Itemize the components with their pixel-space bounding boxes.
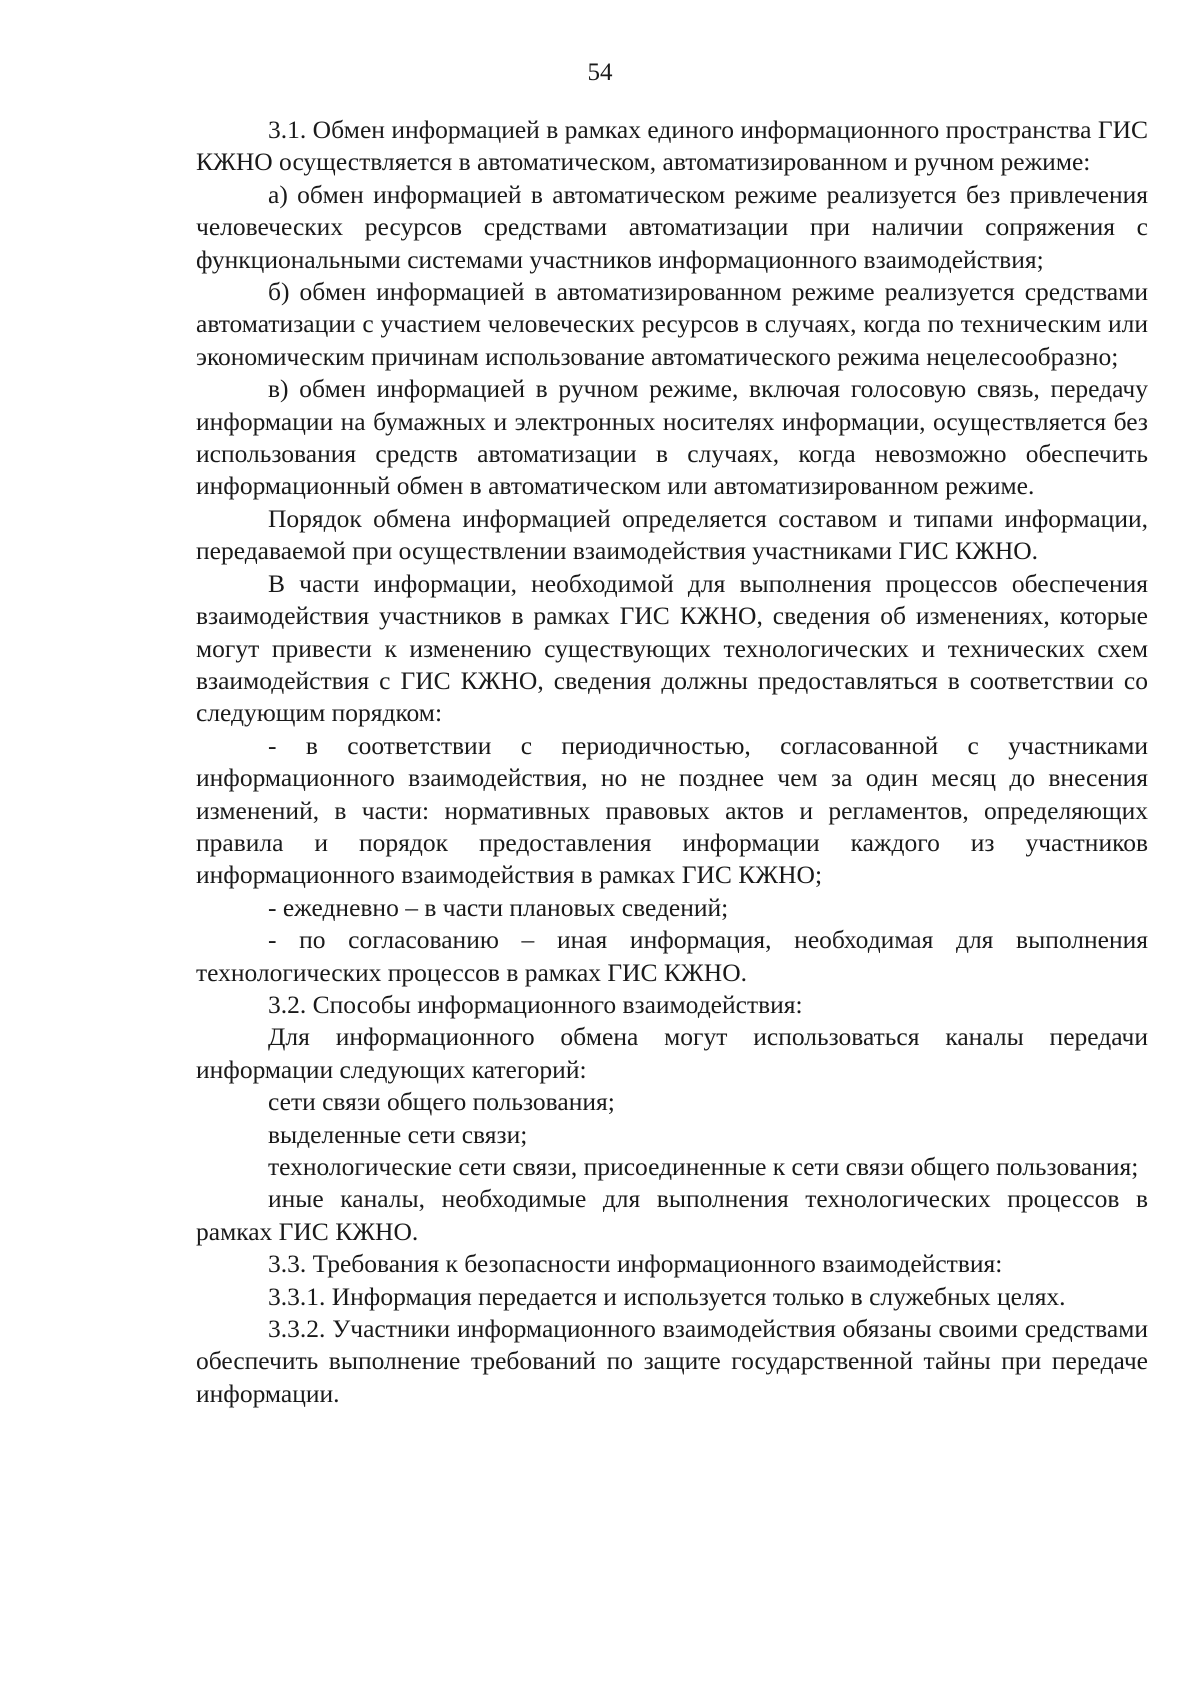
channel-public-networks: сети связи общего пользования; [268,1087,615,1117]
paragraph-information-part: В части информации, необходимой для выполнения процессов обеспечения взаимодействия участников в рамках ГИС КЖНО, сведения об изменениях, которые могут привести к изменению существующих технологических и технических схем взаимодействия с ГИС КЖНО, сведения должны предоставляться в соответствии со следующим порядком: [196,568,1148,728]
paragraph-item-b: б) обмен информацией в автоматизированном режиме реализуется средствами автоматизации с участием человеческих ресурсов в случаях, когда по техническим или экономическим причинам использование автоматического режима нецелесообразно; [196,277,1148,371]
channel-technological-networks: технологические сети связи, присоединенные к сети связи общего пользования; [268,1152,1139,1181]
paragraph-3-1: 3.1. Обмен информацией в рамках единого информационного пространства ГИС КЖНО осуществляется в автоматическом, автоматизированном и ручном режиме: [196,115,1148,177]
paragraph-3-2-heading: 3.2. Способы информационного взаимодействия: [268,989,803,1019]
list-item-periodicity: - в соответствии с периодичностью, согласованной с участниками информационного взаимодействия, но не позднее чем за один месяц до внесения изменений, в части: нормативных правовых актов и регламентов, определяющих правила и порядок предоставления информации каждого из участников информационного взаимодействия в рамках ГИС КЖНО; [196,730,1148,890]
list-item-daily: - ежедневно – в части плановых сведений; [268,892,729,922]
channel-other: иные каналы, необходимые для выполнения технологических процессов в рамках ГИС КЖНО. [196,1184,1148,1246]
paragraph-item-a: а) обмен информацией в автоматическом режиме реализуется без привлечения человеческих ресурсов средствами автоматизации при наличии сопряжения с функциональными системами участников информационного взаимодействия; [196,179,1148,274]
channel-dedicated-networks: выделенные сети связи; [268,1119,528,1149]
paragraph-3-3-heading: 3.3. Требования к безопасности информационного взаимодействия: [268,1249,1003,1279]
page-number: 54 [587,59,613,86]
paragraph-channels-intro: Для информационного обмена могут использоваться каналы передачи информации следующих категорий: [196,1022,1148,1084]
paragraph-exchange-order: Порядок обмена информацией определяется составом и типами информации, передаваемой при осуществлении взаимодействия участниками ГИС КЖНО. [196,503,1148,566]
paragraph-item-v: в) обмен информацией в ручном режиме, включая голосовую связь, передачу информации на бумажных и электронных носителях информации, осуществляется без использования средств автоматизации в случаях, когда невозможно обеспечить информационный обмен в автоматическом или автоматизированном режиме. [196,374,1148,501]
paragraph-3-3-2: 3.3.2. Участники информационного взаимодействия обязаны своими средствами обеспечить выполнение требований по защите государственной тайны при передаче информации. [196,1314,1148,1408]
list-item-by-agreement: - по согласованию – иная информация, необходимая для выполнения технологических процессов в рамках ГИС КЖНО. [196,925,1148,987]
document-body [196,114,1148,1410]
paragraph-3-3-1: 3.3.1. Информация передается и используется только в служебных целях. [268,1281,1066,1311]
